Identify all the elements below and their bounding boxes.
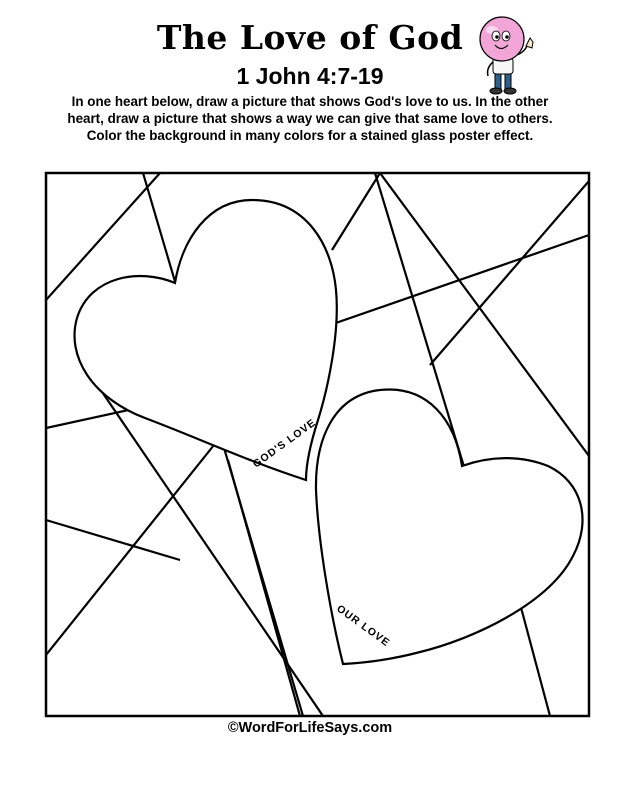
divider-line [519, 600, 550, 716]
page-title: The Love of God [156, 18, 464, 57]
gods-love-label: GOD'S LOVE [250, 416, 319, 471]
instructions-line: Color the background in many colors for a stained glass poster effect. [86, 128, 534, 143]
instructions-line: heart, draw a picture that shows a way we can give that same love to others. [67, 111, 553, 126]
our-love-label: OUR LOVE [334, 602, 393, 650]
scripture-reference: 1 John 4:7-19 [236, 63, 384, 89]
copyright-footer: ©WordForLifeSays.com [227, 720, 393, 736]
divider-line [332, 173, 380, 250]
divider-line [228, 460, 300, 716]
divider-line [330, 235, 589, 325]
instructions-line: In one heart below, draw a picture that shows God's love to us. In the other [71, 94, 549, 109]
divider-line [46, 520, 180, 560]
